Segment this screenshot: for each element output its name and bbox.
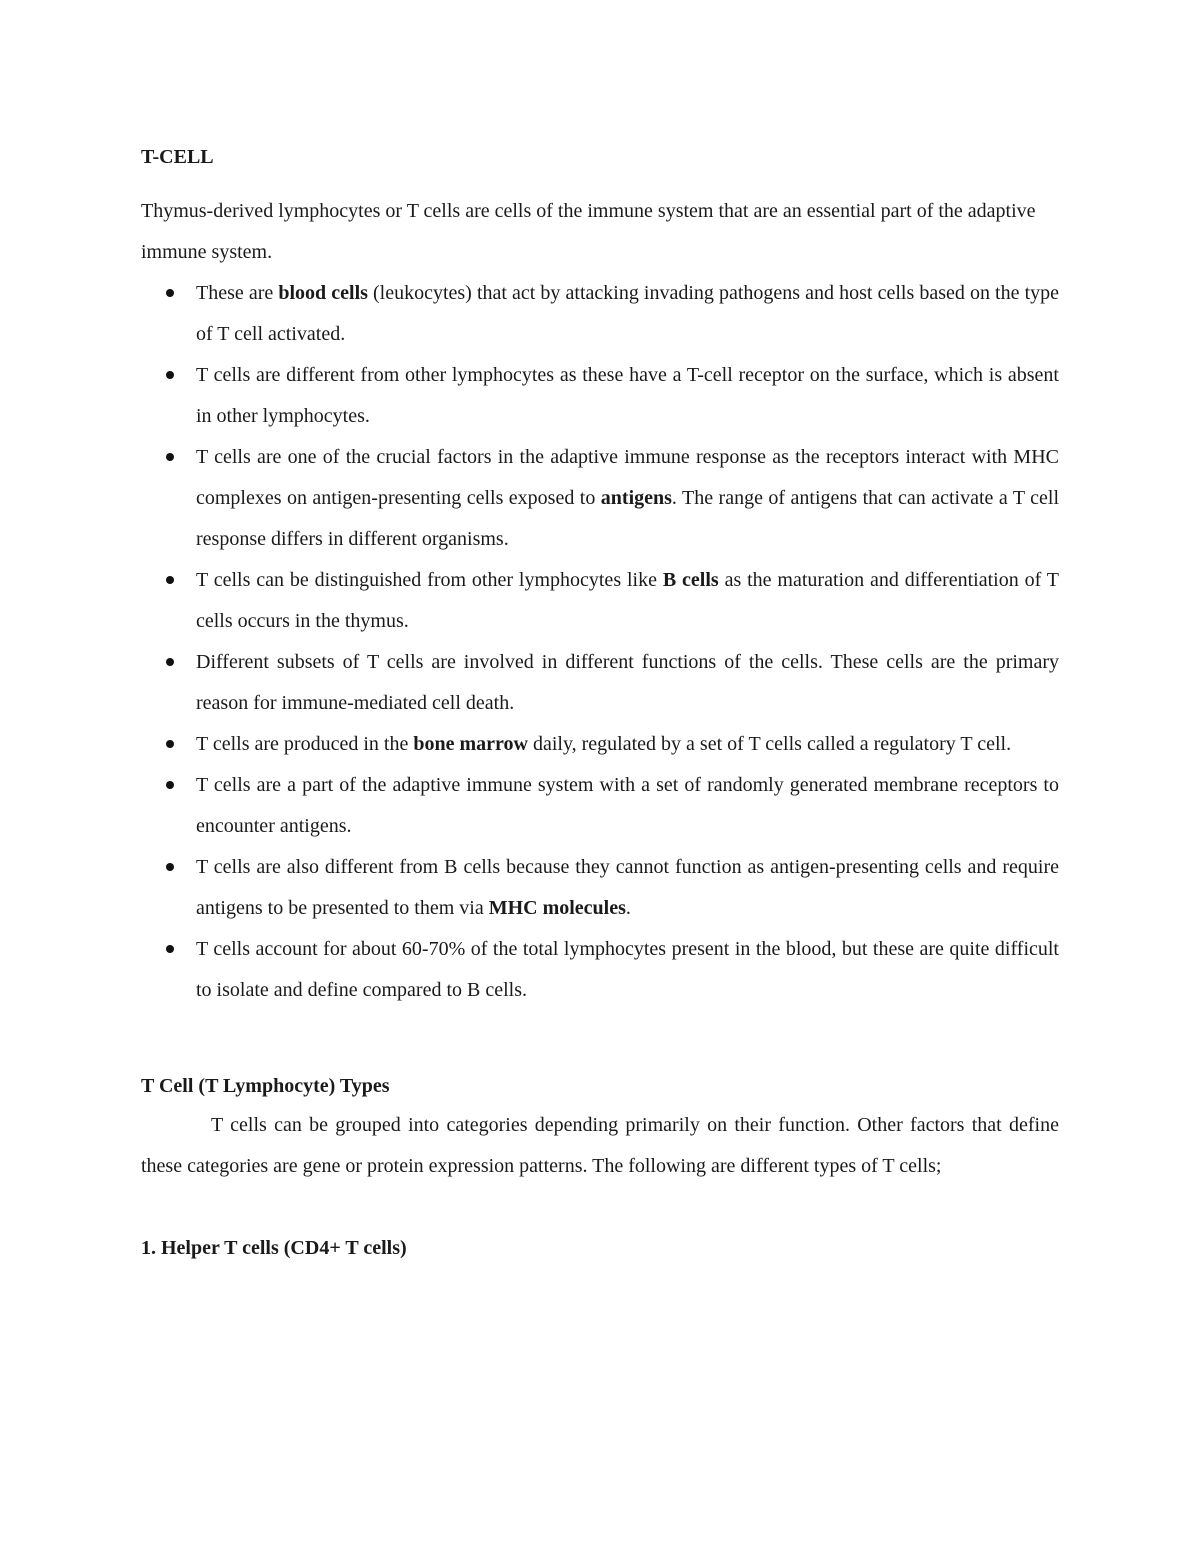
list-item: These are blood cells (leukocytes) that act by attacking invading pathogens and host cells based on the type of T cell activated.: [141, 273, 1059, 355]
bullet-icon: [166, 289, 174, 297]
section-paragraph: T cells can be grouped into categories depending primarily on their function. Other factors that define these categories are gene or protein expression patterns. The following are different types of T cells;: [141, 1114, 1059, 1177]
bullet-icon: [166, 453, 174, 461]
bullet-icon: [166, 371, 174, 379]
intro-paragraph: Thymus-derived lymphocytes or T cells are cells of the immune system that are an essential part of the adaptive immune system.: [141, 200, 1036, 263]
bullet-list: [141, 273, 1059, 1011]
section-heading: T Cell (T Lymphocyte) Types: [141, 1075, 390, 1097]
list-item: T cells are a part of the adaptive immune system with a set of randomly generated membrane receptors to encounter antigens.: [141, 765, 1059, 847]
list-item: T cells are also different from B cells because they cannot function as antigen-presenting cells and require antigens to be presented to them via MHC molecules.: [141, 847, 1059, 929]
bullet-icon: [166, 576, 174, 584]
list-item: T cells are produced in the bone marrow daily, regulated by a set of T cells called a regulatory T cell.: [141, 724, 1059, 765]
list-item: T cells are different from other lymphocytes as these have a T-cell receptor on the surface, which is absent in other lymphocytes.: [141, 355, 1059, 437]
bullet-icon: [166, 781, 174, 789]
list-item: T cells are one of the crucial factors in the adaptive immune response as the receptors interact with MHC complexes on antigen-presenting cells exposed to antigens. The range of antigens that can activate a T cell response differs in different organisms.: [141, 437, 1059, 560]
bullet-icon: [166, 945, 174, 953]
page-title: T-CELL: [141, 146, 214, 168]
bullet-icon: [166, 740, 174, 748]
subsection-heading: 1. Helper T cells (CD4+ T cells): [141, 1237, 407, 1259]
list-item: Different subsets of T cells are involved in different functions of the cells. These cells are the primary reason for immune-mediated cell death.: [141, 642, 1059, 724]
list-item: T cells can be distinguished from other lymphocytes like B cells as the maturation and differentiation of T cells occurs in the thymus.: [141, 560, 1059, 642]
bullet-icon: [166, 863, 174, 871]
list-item: T cells account for about 60-70% of the total lymphocytes present in the blood, but these are quite difficult to isolate and define compared to B cells.: [141, 929, 1059, 1011]
bullet-icon: [166, 658, 174, 666]
document-page: [141, 138, 1059, 1267]
